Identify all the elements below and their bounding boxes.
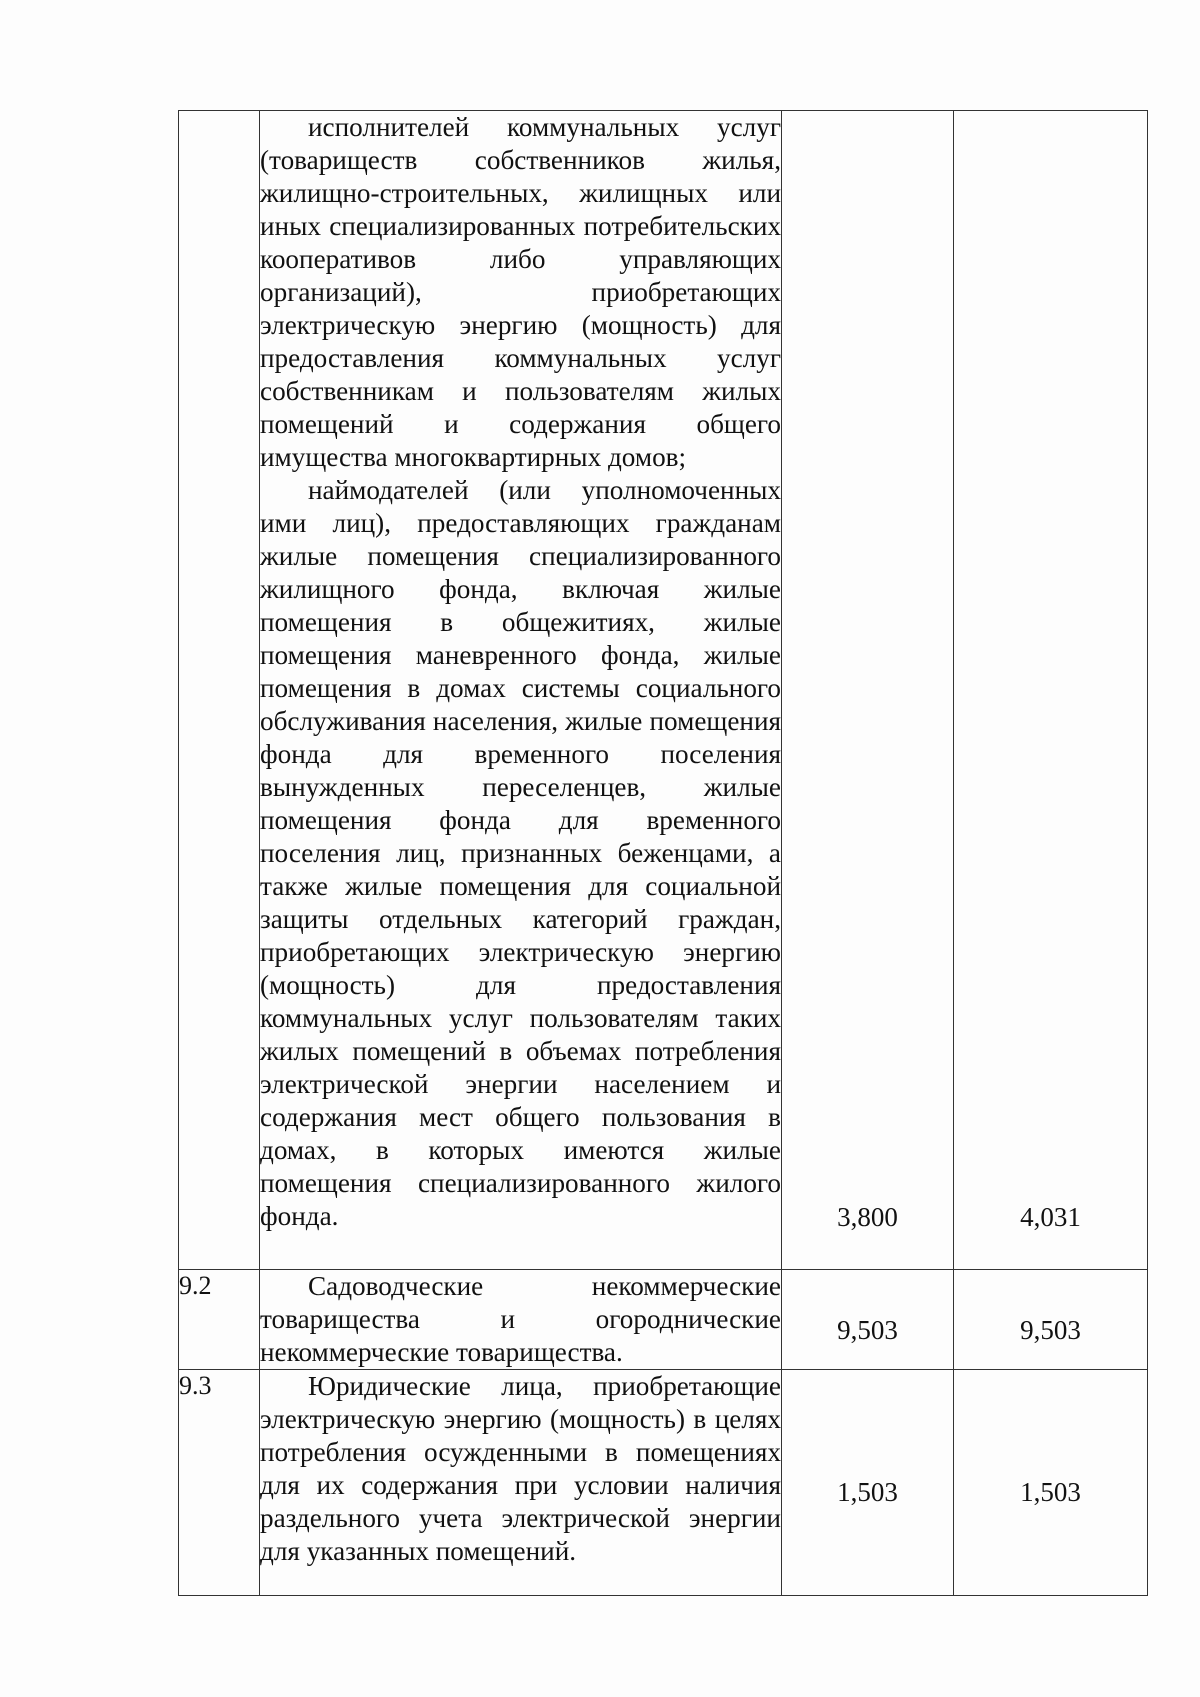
table-row <box>179 1270 1148 1370</box>
value-cell-1 <box>782 111 954 1270</box>
row-number-cell <box>179 1270 260 1370</box>
description-cell <box>260 1270 782 1370</box>
value-cell-2 <box>954 111 1148 1270</box>
description-paragraph: исполнителей коммунальных услуг (товариществ собственников жилья, жилищно-строительных, жилищных или иных специализированных потребительских кооперативов либо управляющих организаций), приобретающих электрическую энергию (мощность) для предоставления коммунальных услуг собственникам и пользователям жилых помещений и содержания общего имущества многоквартирных домов; <box>260 112 781 472</box>
description-paragraph: наймодателей (или уполномоченных ими лиц), предоставляющих гражданам жилые помещения специализированного жилищного фонда, включая жилые помещения в общежитиях, жилые помещения маневренного фонда, жилые помещения в домах системы социального обслуживания населения, жилые помещения фонда для временного поселения вынужденных переселенцев, жилые помещения фонда для временного поселения лиц, признанных беженцами, а также жилые помещения для социальной защиты отдельных категорий граждан, приобретающих электрическую энергию (мощность) для предоставления коммунальных услуг пользователям таких жилых помещений в объемах потребления электрической энергии населением и содержания мест общего пользования в домах, в которых имеются жилые помещения специализированного жилого фонда. <box>260 475 781 1231</box>
value-1: 9,503 <box>837 1314 898 1345</box>
tariff-table <box>178 110 1148 1596</box>
value-1: 1,503 <box>837 1476 898 1507</box>
description-cell <box>260 111 782 1270</box>
description-paragraph: Садоводческие некоммерческие товарищества и огороднические некоммерческие товарищества. <box>260 1271 781 1367</box>
value-cell-2 <box>954 1370 1148 1596</box>
value-cell-1 <box>782 1270 954 1370</box>
value-2: 1,503 <box>1020 1476 1081 1507</box>
row-number: 9.3 <box>179 1371 212 1400</box>
table-row <box>179 1370 1148 1596</box>
row-number-cell <box>179 1370 260 1596</box>
value-2: 4,031 <box>1020 1202 1081 1232</box>
value-2: 9,503 <box>1020 1314 1081 1345</box>
row-number-cell <box>179 111 260 1270</box>
description-paragraph: Юридические лица, приобретающие электрическую энергию (мощность) в целях потребления осужденными в помещениях для их содержания при условии наличия раздельного учета электрической энергии для указанных помещений. <box>260 1371 781 1566</box>
value-1: 3,800 <box>837 1202 898 1232</box>
row-number: 9.2 <box>179 1271 212 1300</box>
description-cell <box>260 1370 782 1596</box>
table-row <box>179 111 1148 1270</box>
value-cell-1 <box>782 1370 954 1596</box>
value-cell-2 <box>954 1270 1148 1370</box>
